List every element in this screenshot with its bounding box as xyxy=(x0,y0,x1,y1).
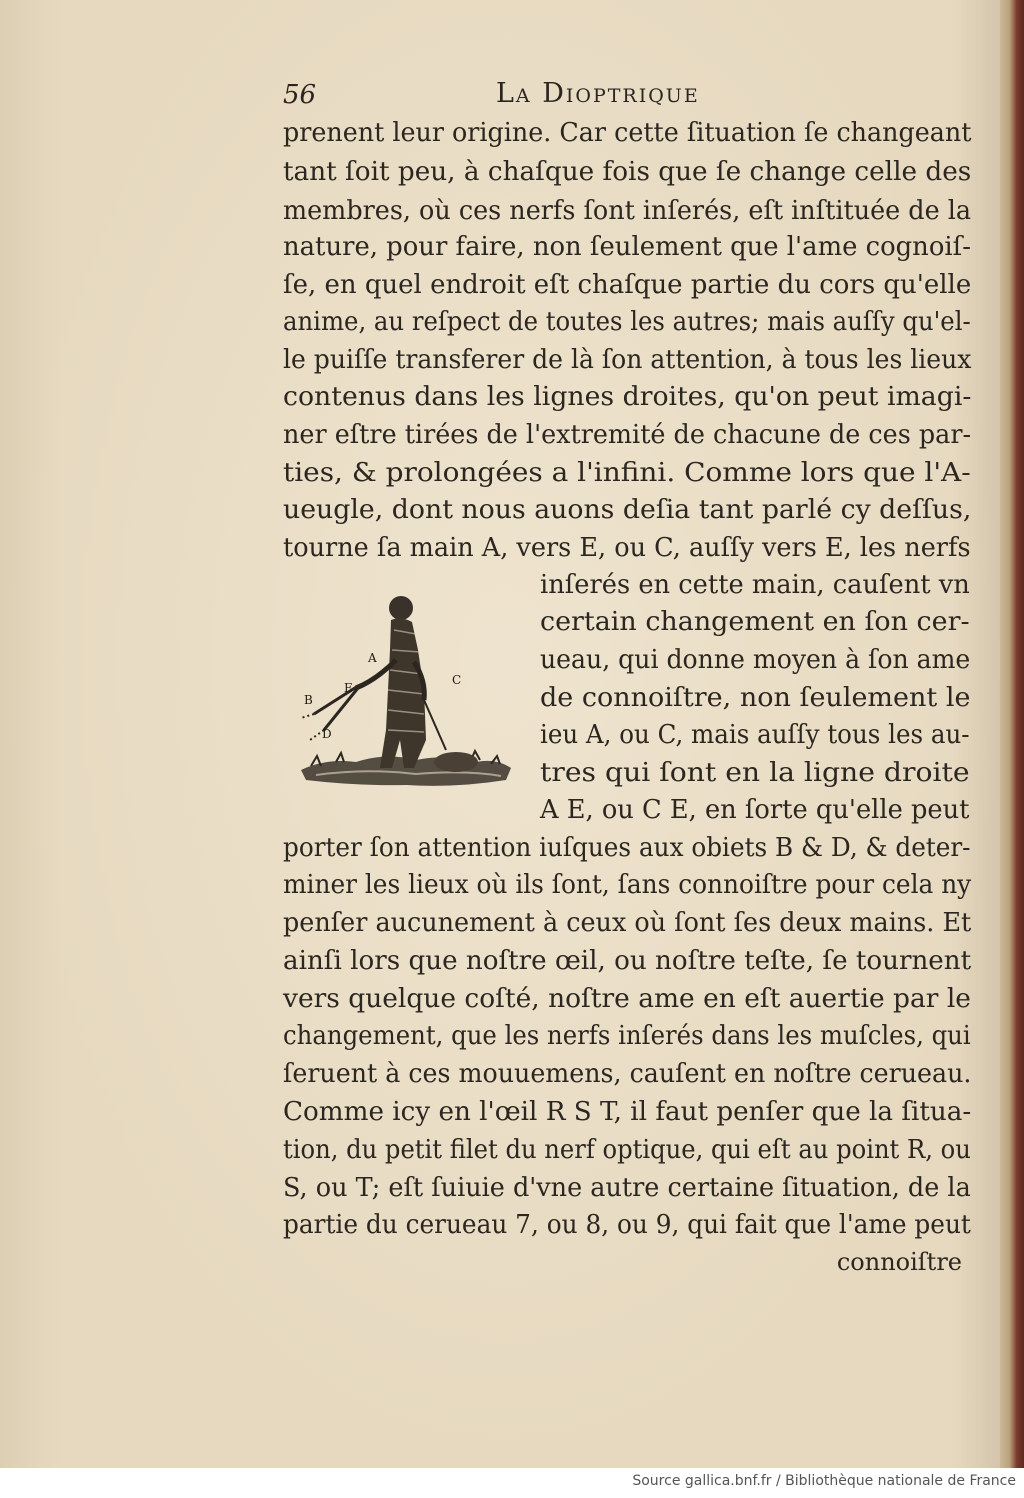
text-line: S, ou T; eſt ſuiuie d'vne autre certaine ſituation, de la xyxy=(283,1173,971,1203)
text-line: ainſi lors que noſtre œil, ou noſtre teſte, ſe tournent xyxy=(283,946,972,976)
text-line: ſe, en quel endroit eſt chaſque partie du cors qu'elle xyxy=(283,270,972,300)
text-line: changement, que les nerfs inſerés dans les muſcles, qui xyxy=(283,1021,971,1051)
text-line: tion, du petit filet du nerf optique, qui eſt au point R, ou xyxy=(283,1135,971,1165)
woodcut-illustration xyxy=(296,590,542,805)
text-line: ueugle, dont nous auons deſia tant parlé cy deſſus, xyxy=(283,495,972,525)
text-line: tourne ſa main A, vers E, ou C, auſſy vers E, les nerfs xyxy=(283,533,971,563)
text-line: penſer aucunement à ceux où ſont ſes deux mains. Et xyxy=(283,908,972,938)
text-line: membres, où ces nerfs ſont inſerés, eſt inſtituée de la xyxy=(283,196,972,226)
label-a: A xyxy=(368,651,377,665)
label-d: D xyxy=(322,727,332,741)
label-c: C xyxy=(452,673,462,687)
text-line: nature, pour faire, non ſeulement que l'ame cognoiſ- xyxy=(283,232,971,262)
text-line: tres qui ſont en la ligne droite xyxy=(540,758,970,788)
source-credit: Source gallica.bnf.fr / Bibliothèque nationale de France xyxy=(632,1473,1016,1489)
text-line: certain changement en ſon cer- xyxy=(540,607,970,637)
text-line: de connoiſtre, non ſeulement le xyxy=(540,683,971,713)
text-line: miner les lieux où ils ſont, ſans connoiſtre pour cela ny xyxy=(283,870,972,900)
text-line: ſeruent à ces mouuemens, cauſent en noſtre cerueau. xyxy=(283,1059,972,1089)
text-line: ueau, qui donne moyen à ſon ame xyxy=(540,645,971,675)
text-line: ner eſtre tirées de l'extremité de chacune de ces par- xyxy=(283,420,972,450)
catchword: connoiſtre xyxy=(836,1248,962,1276)
running-title: La Dioptrique xyxy=(496,78,700,109)
text-line: vers quelque coſté, noſtre ame en eſt auertie par le xyxy=(283,984,971,1014)
label-e: E xyxy=(344,681,353,695)
page-edge xyxy=(1000,0,1024,1468)
text-line: le puiſſe transferer de là ſon attention, à tous les lieux xyxy=(283,345,972,375)
text-line: inſerés en cette main, cauſent vn xyxy=(540,570,970,600)
text-line: tant ſoit peu, à chaſque fois que ſe change celle des xyxy=(283,157,972,187)
text-line: contenus dans les lignes droites, qu'on peut imagi- xyxy=(283,382,972,412)
text-line: prenent leur origine. Car cette ſituation ſe changeant xyxy=(283,118,972,148)
blind-man-woodcut-figure xyxy=(296,590,542,805)
page-number: 56 xyxy=(283,80,317,110)
text-line: A E, ou C E, en ſorte qu'elle peut xyxy=(540,795,970,825)
label-b: B xyxy=(304,693,313,707)
text-line: ieu A, ou C, mais auſſy tous les au- xyxy=(540,720,970,750)
text-line: partie du cerueau 7, ou 8, ou 9, qui fait que l'ame peut xyxy=(283,1210,971,1240)
text-line: ties, & prolongées a l'infini. Comme lors que l'A- xyxy=(283,458,971,488)
text-line: anime, au reſpect de toutes les autres; mais auſſy qu'el- xyxy=(283,307,971,337)
text-line: porter ſon attention iuſques aux obiets B & D, & deter- xyxy=(283,833,971,863)
text-line: Comme icy en l'œil R S T, il faut penſer que la ſitua- xyxy=(283,1097,972,1127)
